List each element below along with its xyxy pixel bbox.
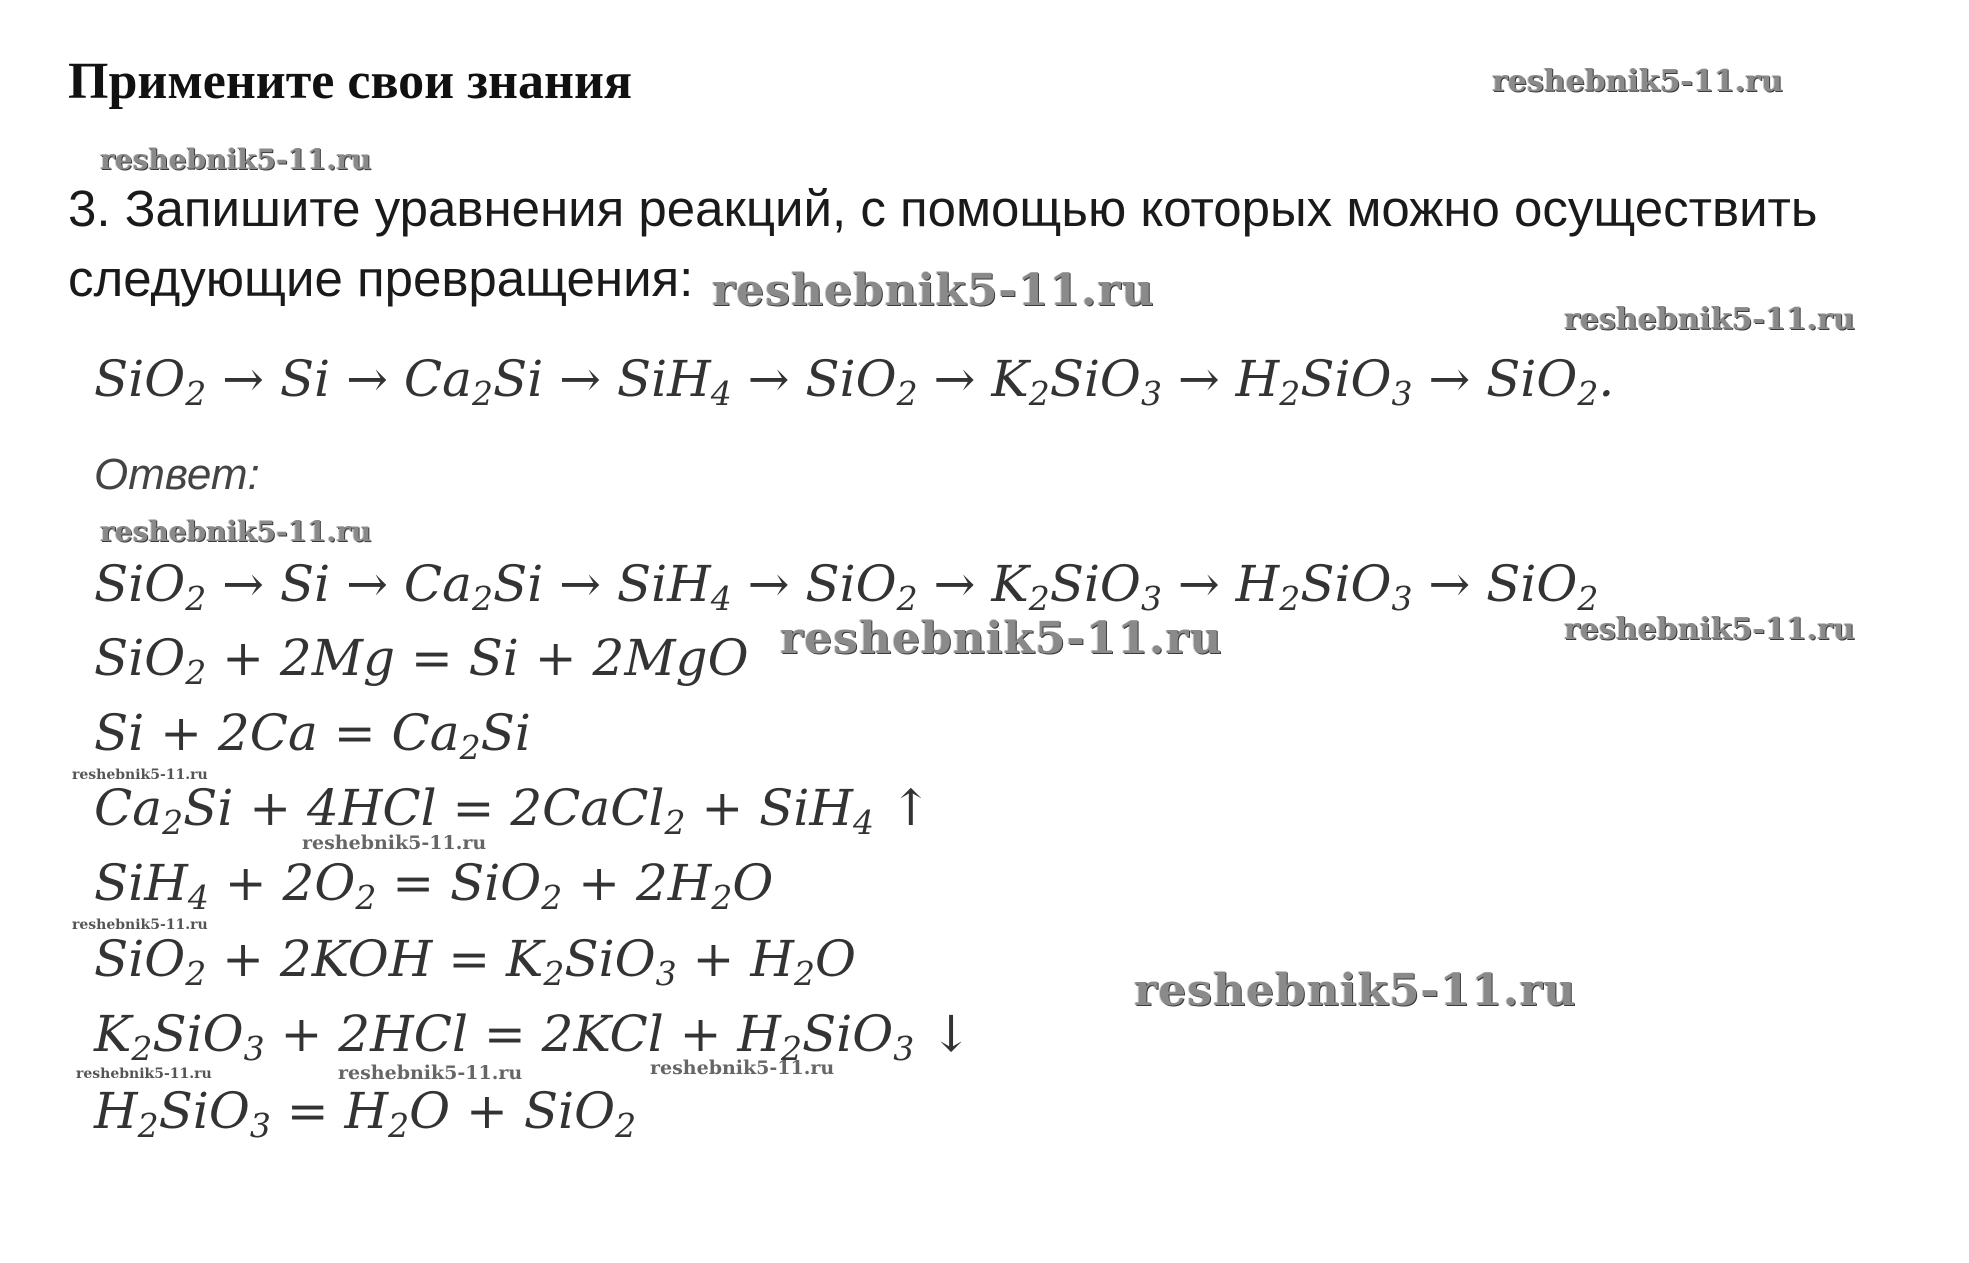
subscript: 2 xyxy=(1279,579,1301,618)
subscript: 4 xyxy=(187,878,209,917)
subscript: 2 xyxy=(1279,374,1301,413)
watermark: reshebnik5-11.ru xyxy=(76,1066,212,1082)
subscript: 3 xyxy=(893,1029,915,1068)
subscript: 3 xyxy=(1391,579,1413,618)
subscript: 3 xyxy=(243,1029,265,1068)
section-heading: Примените свои знания xyxy=(68,53,633,110)
subscript: 2 xyxy=(793,954,815,993)
subscript: 4 xyxy=(853,803,875,842)
subscript: 2 xyxy=(162,803,184,842)
subscript: 2 xyxy=(388,1106,410,1145)
subscript: 2 xyxy=(1028,374,1050,413)
watermark: reshebnik5-11.ru xyxy=(100,515,372,548)
subscript: 2 xyxy=(615,1106,637,1145)
subscript: 2 xyxy=(781,1029,802,1068)
subscript: 2 xyxy=(664,803,686,842)
subscript: 3 xyxy=(1140,374,1162,413)
watermark: reshebnik5-11.ru xyxy=(1134,965,1577,1016)
subscript: 2 xyxy=(543,954,565,993)
subscript: 2 xyxy=(185,954,207,993)
watermark: reshebnik5-11.ru xyxy=(1564,612,1855,647)
watermark: reshebnik5-11.ru xyxy=(302,832,487,854)
subscript: 4 xyxy=(710,374,732,413)
subscript: 2 xyxy=(471,374,493,413)
subscript: 2 xyxy=(185,653,207,692)
subscript: 4 xyxy=(710,579,732,618)
subscript: 2 xyxy=(896,579,918,618)
subscript: 2 xyxy=(1577,579,1599,618)
subscript: 2 xyxy=(711,878,733,917)
subscript: 2 xyxy=(1028,579,1050,618)
subscript: 3 xyxy=(1140,579,1162,618)
task-text: 3. Запишите уравнения реакций, с помощью которых можно осуществить следующие превращения: xyxy=(68,180,1818,307)
watermark: reshebnik5-11.ru xyxy=(780,613,1223,664)
subscript: 2 xyxy=(541,878,563,917)
equation-3: $Ca_2Si + 4HCl$ = 2CaCl$_2$ + SiH$_4$ ↑ xyxy=(94,779,932,842)
subscript: 2 xyxy=(131,1029,153,1068)
answer-label: Ответ: xyxy=(94,450,260,499)
equation-4: $SiH_4 + 2O_2 = SiO_2 + 2H_2O$ xyxy=(94,854,774,917)
equation-2: $Si + 2Ca = Ca_2Si$ xyxy=(94,704,531,767)
watermark: reshebnik5-11.ru xyxy=(72,767,208,783)
subscript: 3 xyxy=(655,954,677,993)
conversion-chain: $SiO_2 \to Si \to Ca_2Si \to SiH_4 \to SiO_2 \to K_2SiO_3 \to H_2SiO_3 \to SiO_2$. xyxy=(94,350,1615,413)
watermark: reshebnik5-11.ru xyxy=(1492,64,1783,99)
subscript: 2 xyxy=(185,374,207,413)
subscript: 2 xyxy=(1577,374,1599,413)
subscript: 2 xyxy=(459,728,481,767)
subscript: 3 xyxy=(249,1106,271,1145)
watermark: reshebnik5-11.ru xyxy=(1564,302,1855,337)
equation-7: $H_2SiO_3 = H_2O + SiO_2$ xyxy=(94,1082,637,1145)
equation-1: SiO$_2$ + 2Mg = Si + 2MgO xyxy=(94,629,749,692)
answer-chain: $SiO_2 \to Si \to Ca_2Si \to SiH_4 \to SiO_2 \to K_2SiO_3 \to H_2SiO_3 \to SiO_2$ xyxy=(94,555,1599,618)
subscript: 2 xyxy=(137,1106,159,1145)
watermark: reshebnik5-11.ru xyxy=(72,917,208,933)
subscript: 2 xyxy=(471,579,493,618)
equation-6: $K_2SiO_3 + 2HCl = 2KCl + H_2SiO_3$ ↓ xyxy=(94,1005,973,1068)
subscript: 2 xyxy=(185,579,207,618)
subscript: 2 xyxy=(355,878,377,917)
watermark: reshebnik5-11.ru xyxy=(650,1057,835,1079)
watermark: reshebnik5-11.ru xyxy=(712,265,1155,316)
watermark: reshebnik5-11.ru xyxy=(100,143,372,176)
subscript: 2 xyxy=(896,374,918,413)
equation-5: $SiO_2 + 2KOH = K_2SiO_3 + H_2O$ xyxy=(94,930,856,993)
watermark: reshebnik5-11.ru xyxy=(338,1062,523,1084)
subscript: 3 xyxy=(1391,374,1413,413)
